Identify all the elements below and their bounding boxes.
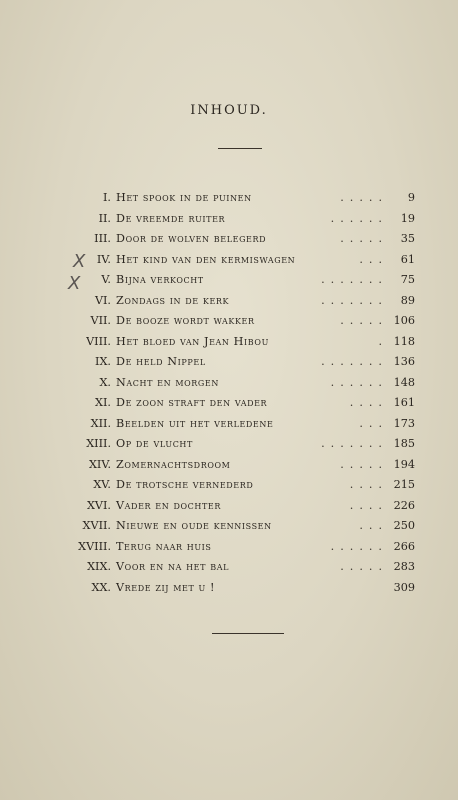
page-number: 226 [393,498,415,512]
leader-dots: ..... [340,560,388,573]
toc-entry [0,393,458,414]
page-number: 161 [393,396,415,409]
page-number: 75 [400,273,415,286]
chapter-title: De vreemde ruiter [116,211,226,225]
chapter-title: Zomernachtsdroom [116,457,231,471]
leader-dots: ... [359,519,388,532]
leader-dots: ..... [340,232,388,245]
chapter-number: XII. [90,416,111,430]
toc-entry [0,229,458,250]
chapter-number: XIII. [86,437,111,450]
table-of-contents [0,188,458,598]
toc-entry [0,475,458,496]
toc-entry [0,414,458,435]
chapter-number: VII. [90,314,111,327]
chapter-number: V. [101,273,111,286]
chapter-title: Op de vlucht [116,437,193,450]
chapter-title: Het kind van den kermiswagen [116,252,296,266]
chapter-number: XVIII. [78,539,111,553]
page-number: 215 [393,478,415,491]
chapter-title: De trotsche vernederd [116,478,254,491]
chapter-number: XVI. [86,498,111,512]
chapter-title: Nieuwe en oude kennissen [116,519,272,532]
leader-dots: ..... [340,457,388,471]
chapter-number: XIX. [87,560,111,573]
pencil-mark-icon: X [73,251,86,272]
chapter-number: III. [94,232,111,245]
leader-dots: ..... [340,314,388,327]
page-number: 148 [393,375,415,389]
leader-dots: ....... [321,293,388,307]
toc-entry [0,455,458,476]
chapter-number: IV. [96,252,111,266]
chapter-number: XV. [93,478,111,491]
chapter-number: XX. [91,580,111,594]
page-number: 61 [400,252,415,266]
toc-entry [0,434,458,455]
leader-dots: .... [349,396,388,409]
chapter-title: De zoon straft den vader [116,396,268,409]
chapter-title: Vader en dochter [116,498,221,512]
leader-dots: .... [349,498,388,512]
toc-entry [0,209,458,230]
leader-dots: ....... [321,437,388,450]
toc-entry [0,332,458,353]
toc-entry [0,373,458,394]
leader-dots: ...... [330,211,388,225]
leader-dots: ...... [330,539,388,553]
leader-dots: . [378,334,388,348]
leader-dots: .... [349,478,388,491]
bottom-divider [212,633,284,634]
chapter-number: XI. [95,396,111,409]
chapter-title: Zondags in de kerk [116,293,230,307]
chapter-number: IX. [95,355,111,368]
leader-dots: ..... [340,191,388,204]
top-divider [218,148,262,149]
page-number: 89 [400,293,415,307]
leader-dots: ... [359,416,388,430]
leader-dots: ....... [321,355,388,368]
page-number: 136 [393,355,415,368]
page-number: 106 [393,314,415,327]
page-number: 309 [393,580,415,594]
leader-dots: ...... [330,375,388,389]
chapter-title: Het spook in de puinen [116,191,252,204]
chapter-number: VIII. [86,334,111,348]
chapter-title: Door de wolven belegerd [116,232,267,245]
leader-dots: ... [359,252,388,266]
toc-entry [0,537,458,558]
leader-dots: ....... [321,273,388,286]
chapter-title: De booze wordt wakker [116,314,255,327]
page-number: 250 [393,519,415,532]
toc-entry [0,352,458,373]
chapter-title: Terug naar huis [116,539,212,553]
toc-entry [0,188,458,209]
page-number: 185 [393,437,415,450]
page-number: 173 [393,416,415,430]
chapter-number: II. [98,211,111,225]
chapter-title: Vrede zij met u ! [116,580,216,594]
toc-entry [0,250,458,271]
chapter-number: XVII. [82,519,111,532]
chapter-number: VI. [94,293,111,307]
page-number: 283 [393,560,415,573]
toc-entry [0,557,458,578]
pencil-mark-icon: X [68,273,81,294]
page-number: 19 [400,211,415,225]
chapter-title: Voor en na het bal [116,560,229,573]
page-number: 118 [393,334,415,348]
page-number: 35 [400,232,415,245]
toc-entry [0,516,458,537]
page-number: 194 [393,457,415,471]
toc-entry [0,578,458,599]
chapter-title: De held Nippel [116,355,206,368]
page-title: INHOUD. [190,103,268,118]
toc-entry [0,496,458,517]
page-number: 9 [407,191,415,204]
chapter-title: Het bloed van Jean Hibou [116,334,269,348]
chapter-number: XIV. [88,457,111,471]
chapter-number: I. [103,191,111,204]
chapter-number: X. [99,375,111,389]
chapter-title: Nacht en morgen [116,375,219,389]
toc-entry [0,311,458,332]
chapter-title: Beelden uit het verledene [116,416,274,430]
page-number: 266 [393,539,415,553]
chapter-title: Bijna verkocht [116,273,204,286]
